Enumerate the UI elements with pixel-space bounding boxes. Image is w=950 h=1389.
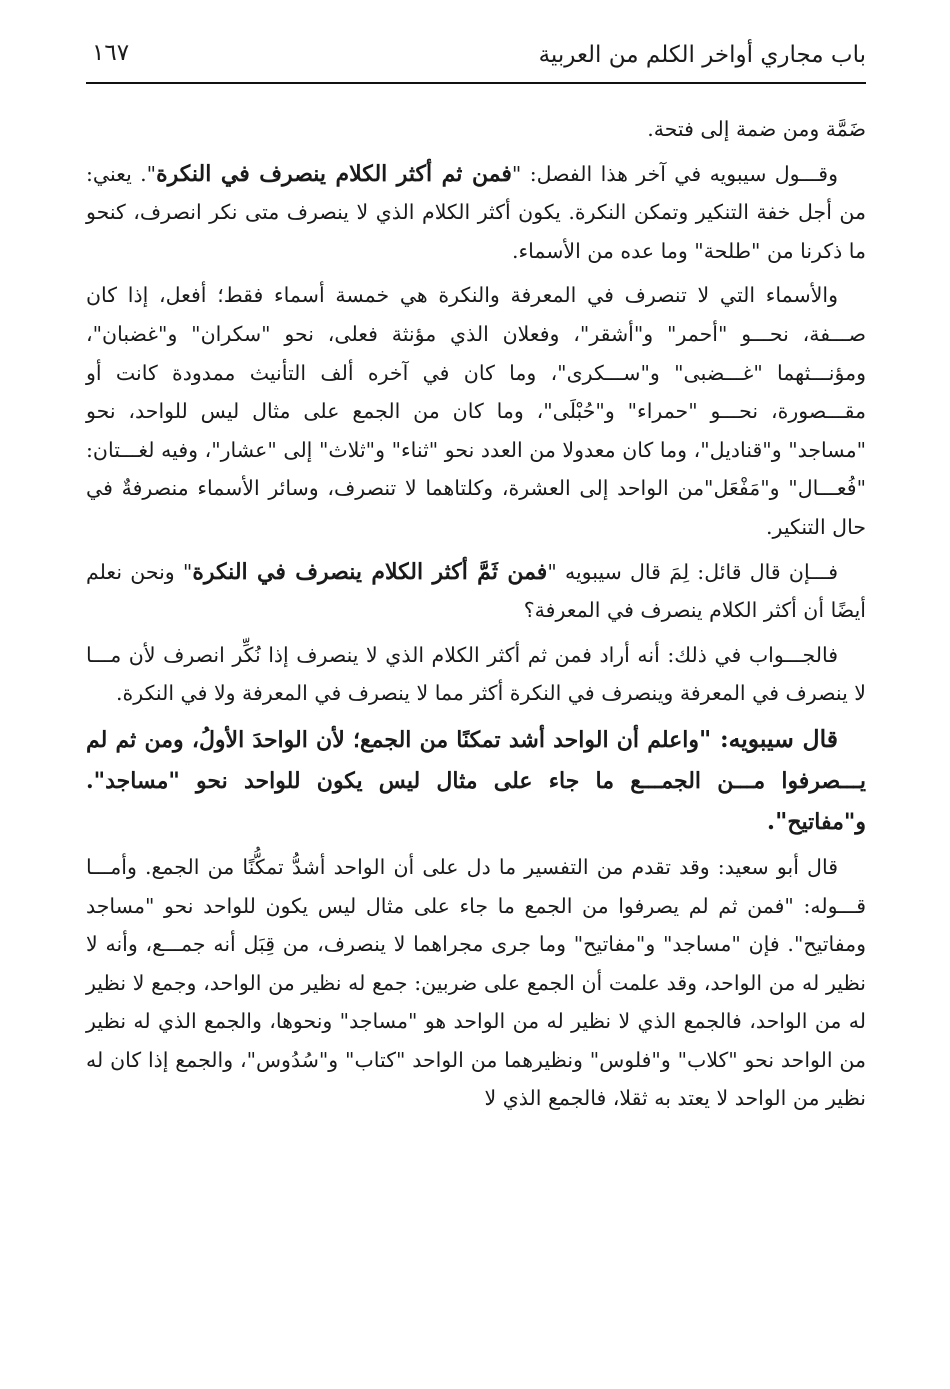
page-number: ١٦٧ [92,40,130,66]
body-text [86,110,866,1118]
paragraph-abu-said [86,848,866,1118]
paragraph-sibawayh-comment [86,155,866,271]
paragraph-sibawayh-quote [86,719,866,842]
paragraph-text: وقـــول سيبويه في آخر هذا الفصل: " [511,161,838,186]
paragraph-text: ". يعني: من أجل خفة التنكير وتمكن النكرة. يكون أكثر الكلام الذي لا ينصرف متى نكر انصرف، كنحو ما ذكرنا من "طلحة" وما عده من الأسماء. [86,161,866,263]
document-page [86,30,866,1370]
paragraph-continuation [86,110,866,149]
paragraph-nonderived-names [86,276,866,546]
paragraph-text: والأسماء التي لا تنصرف في المعرفة والنكرة هي خمسة أسماء فقط؛ أفعل، إذا كان صـــفة، نحـــو "أحمر" و"أشقر"، وفعلان الذي مؤنثة فعلى، نحو "سكران" و"غضبان"، ومؤنـــثهما "غـــضبى" و"ســـكرى"، وما كان في آخره ألف التأنيث ممدودة كانت أو مقـــصورة، نحـــو "حمراء" و"حُبْلَى"، وما كان من الجمع على مثال ليس للواحد، نحو "مساجد" و"قناديل"، وما كان معدولا من العدد نحو "ثناء" و"ثلاث" إلى "عشار"، وفيه لغـــتان: "فُعـــال" و"مَفْعَل"من الواحد إلى العشرة، وكلتاهما لا تنصرف، وسائر الأسماء منصرفةٌ في حال التنكير. [86,283,866,539]
paragraph-text: فالجـــواب في ذلك: أنه أراد فمن ثم أكثر الكلام الذي لا ينصرف إذا نُكِّر انصرف لأن مـــا لا ينصرف في المعرفة وينصرف في النكرة أكثر مما لا ينصرف في المعرفة ولا في النكرة. [86,642,866,706]
quoted-text: فمن ثم أكثر الكلام ينصرف في النكرة [156,160,512,187]
paragraph-text: قال سيبويه: " [699,724,838,753]
quoted-text: واعلم أن الواحد أشد تمكنًا من الجمع؛ لأن الواحدَ الأولُ، ومن ثم لم يـــصرفوا مـــن الجمـــع ما جاء على مثال ليس يكون للواحد نحو "مساجد". و"مفاتيح [86,726,866,835]
paragraph-text: ضَمَّة ومن ضمة إلى فتحة. [647,117,866,141]
paragraph-text: ". [766,806,788,835]
paragraph-text: قال أبو سعيد: وقد تقدم من التفسير ما دل على أن الواحد أشدُّ تمكُّنًا من الجمع. وأمـــا قـــوله: "فمن ثم لم يصرفوا من الجمع ما جاء على مثال ليس يكون للواحد نحو "مساجد ومفاتيح". فإن "مساجد" و"مفاتيح" وما جرى مجراهما لا ينصرف، من قِبَل أنه جمـــع، وأنه لا نظير له من الواحد، وقد علمت أن الجمع على ضربين: جمع له نظير من الواحد، وجمع لا نظير له من الواحد، فالجمع الذي لا نظير له من الواحد هو "مساجد" ونحوها، والجمع الذي له نظير من الواحد نحو "كلاب" و"فلوس" ونظيرهما من الواحد "كتاب" و"سُدُوس"، والجمع إذا كان له نظير من الواحد لا يعتد به ثقلا، فالجمع الذي لا [86,854,866,1111]
quoted-text: فمن ثَمَّ أكثر الكلام ينصرف في النكرة [192,558,548,585]
paragraph-text: فـــإن قال قائل: لِمَ قال سيبويه " [547,559,839,584]
paragraph-text: " ونحن نعلم أيضًا أن أكثر الكلام ينصرف في المعرفة؟ [86,559,866,623]
paragraph-objection [86,553,866,630]
page-header [86,30,866,84]
paragraph-answer [86,636,866,713]
running-title: باب مجاري أواخر الكلم من العربية [538,42,866,68]
